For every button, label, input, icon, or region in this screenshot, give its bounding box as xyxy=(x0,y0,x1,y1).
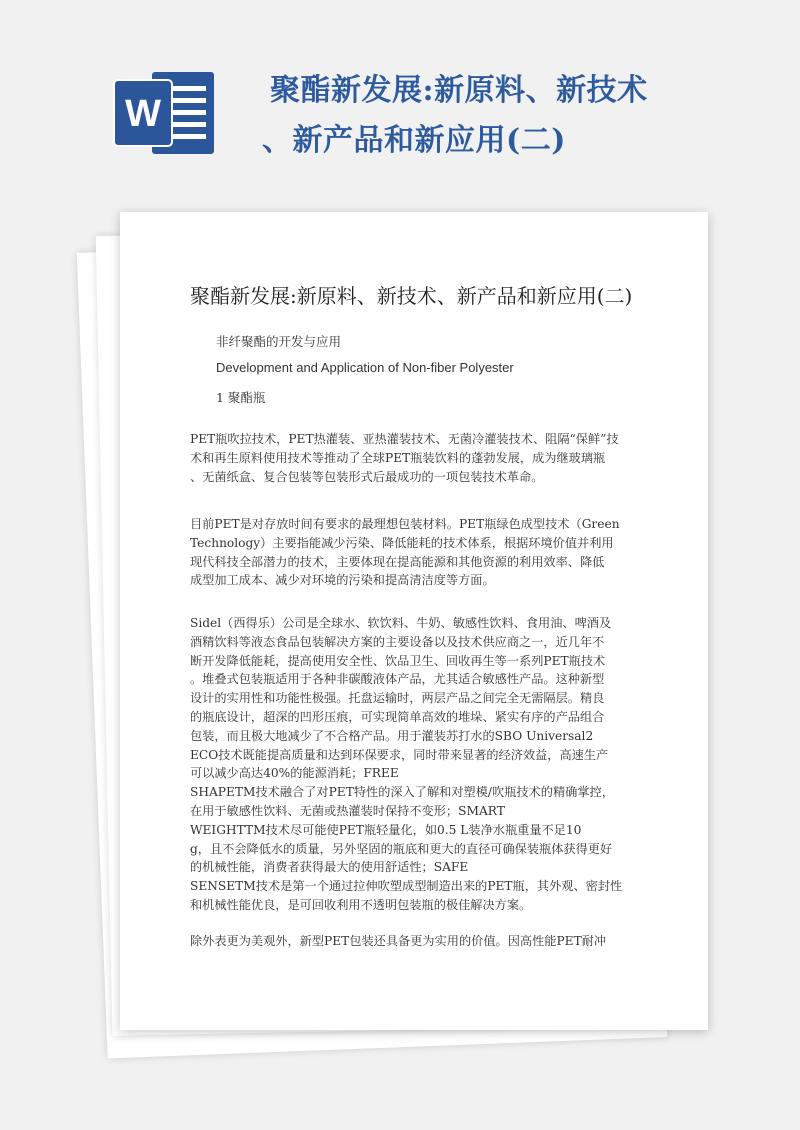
paragraph-3: Sidel（西得乐）公司是全球水、软饮料、牛奶、敏感性饮料、食用油、啤酒及 酒精饮料等液态食品包装解决方案的主要设备以及技术供应商之一，近几年不 断开发降低能耗，提高使用安全性、饮品卫生、回收再生等一系列PET瓶技术 。堆叠式包装瓶适用于各种非碳酸液体产品，尤其适合敏感性产品。这种新型 设计的实用性和功能性极强。托盘运输时，两层产品之间完全无需隔层。精良 的瓶底设计，超深的凹形压痕，可实现简单高效的堆垛、紧实有序的产品组合 包装，而且极大地减少了不合格产品。用于灌装苏打水的SBO Universal2 ECO技术既能提高质量和达到环保要求，同时带来显著的经济效益，高速生产 可以减少高达40%的能源消耗；FREE SHAPETM技术融合了对PET特性的深入了解和对塑模/吹瓶技术的精确掌控， 在用于敏感性饮料、无菌或热灌装时保持不变形；SMART WEIGHTTM技术尽可能使PET瓶轻量化，如0.5 L装净水瓶重量不足10 g，且不会降低水的质量，另外坚固的瓶底和更大的直径可确保装瓶体获得更好 的机械性能，消费者获得最大的使用舒适性；SAFE SENSETM技术是第一个通过拉伸吹塑成型制造出来的PET瓶，其外观、密封性 和机械性能优良，是可回收利用不透明包装瓶的极佳解决方案。 xyxy=(190,616,623,912)
subtitle-chinese: 非纤聚酯的开发与应用 xyxy=(216,334,342,349)
document-page xyxy=(120,212,708,1030)
page-title xyxy=(262,66,682,166)
word-document-icon xyxy=(112,68,216,158)
svg-text:W: W xyxy=(125,93,161,135)
title-line-2: 、新产品和新应用(二) xyxy=(262,123,566,158)
document-title: 聚酯新发展:新原料、新技术、新产品和新应用(二) xyxy=(190,284,633,308)
paragraph-4: 除外表更为美观外，新型PET包装还具备更为实用的价值。因高性能PET耐冲 xyxy=(190,934,607,948)
section-heading: 1 聚酯瓶 xyxy=(216,390,266,405)
subtitle-english: Development and Application of Non-fiber Polyester xyxy=(216,360,514,375)
title-line-1: 聚酯新发展:新原料、新技术 xyxy=(270,73,648,108)
paragraph-2: 目前PET是对存放时间有要求的最理想包装材料。PET瓶绿色成型技术（Green Technology）主要指能减少污染、降低能耗的技术体系，根据环境价值并利用 现代科技全部潜力的技术，主要体现在提高能源和其他资源的利用效率、降低 成型加工成本、减少对环境的污染和提高清洁度等方面。 xyxy=(190,517,620,588)
paragraph-1: PET瓶吹拉技术，PET热灌装、亚热灌装技术、无菌冷灌装技术、阻隔“保鲜”技 术和再生原料使用技术等推动了全球PET瓶装饮料的蓬勃发展，成为继玻璃瓶 、无菌纸盒、复合包装等包装形式后最成功的一项包装技术革命。 xyxy=(190,432,619,484)
